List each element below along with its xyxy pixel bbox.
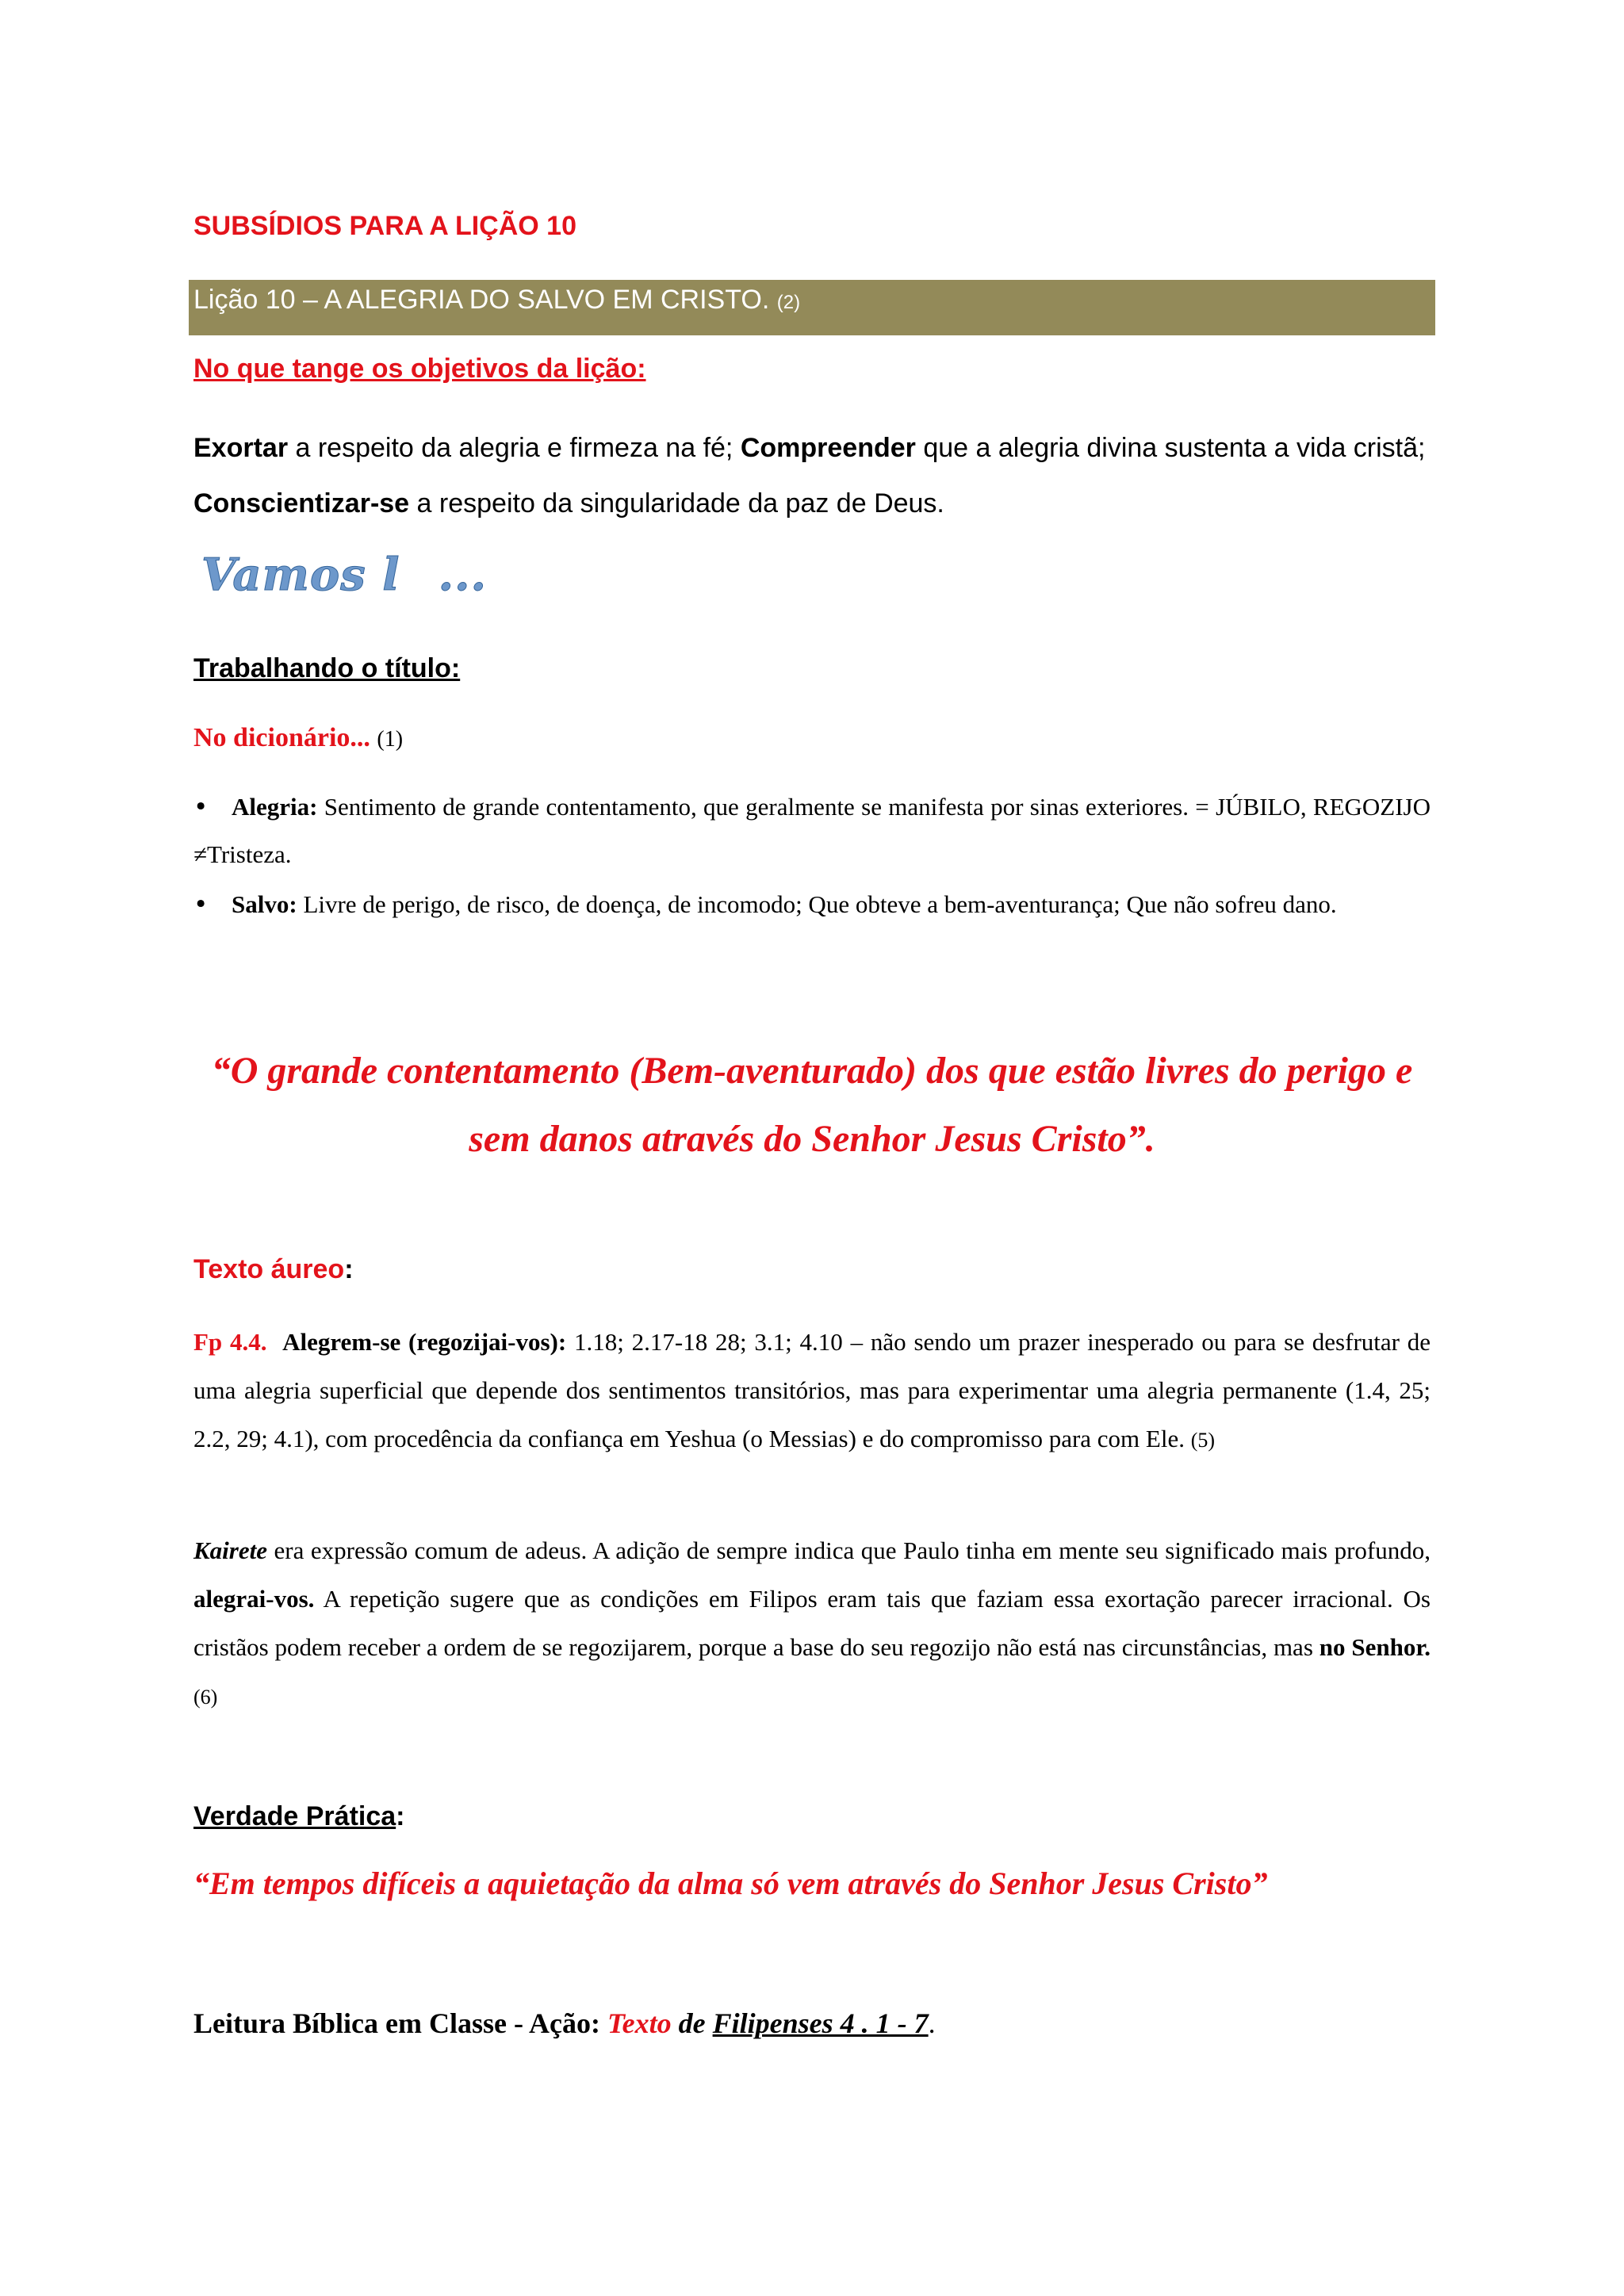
- objective-word-1: Exortar: [193, 433, 289, 463]
- bullet-icon: •: [193, 793, 209, 821]
- objectives-heading: No que tange os objetivos da lição:: [193, 354, 646, 384]
- page-title: SUBSÍDIOS PARA A LIÇÃO 10: [193, 211, 576, 241]
- kairete-note-ref: (6): [193, 1686, 218, 1709]
- kairete-bold-2: no Senhor.: [1319, 1633, 1431, 1661]
- list-item: [193, 881, 1431, 928]
- verse-term: Alegrem-se (regozijai-vos):: [282, 1328, 567, 1356]
- verse-text: 1.18; 2.17-18 28; 3.1; 4.10 – não sendo um prazer inesperado ou para se desfrutar de uma alegria superficial que depende dos sentimentos transitórios, mas para experimentar uma alegria permanente (1.4, 25; 2.2, 29; 4.1), com procedência da confiança em Yeshua (o Messias) e do compromisso para com Ele.: [193, 1328, 1431, 1452]
- objective-text-2: que a alegria divina sustenta a vida cristã;: [915, 433, 1426, 463]
- bible-reading-line: [193, 2007, 936, 2040]
- dictionary-label: No dicionário...: [193, 723, 370, 752]
- kairete-text-2: A repetição sugere que as condições em Filipos eram tais que faziam essa exortação parecer irracional. Os cristãos podem receber a ordem de se regozijarem, porque a base do seu regozijo não está nas circunstâncias, mas: [193, 1585, 1431, 1661]
- golden-text-paragraph: [193, 1318, 1431, 1464]
- objective-text-3: a respeito da singularidade da paz de Deus.: [409, 488, 944, 519]
- golden-text-colon: :: [344, 1254, 354, 1284]
- kairete-text-1: era expressão comum de adeus. A adição de sempre indica que Paulo tinha em mente seu significado mais profundo,: [267, 1536, 1431, 1564]
- kairete-term: Kairete: [193, 1536, 267, 1564]
- objective-word-2: Compreender: [740, 433, 916, 463]
- definition-list: [193, 783, 1431, 931]
- definition-term: Alegria:: [232, 793, 318, 821]
- lesson-title-text: Lição 10 – A ALEGRIA DO SALVO EM CRISTO.: [193, 285, 770, 315]
- lesson-banner-title: [193, 285, 800, 316]
- practical-truth-heading: [193, 1801, 404, 1832]
- golden-text-heading: [193, 1254, 354, 1285]
- bullet-icon: •: [193, 890, 209, 919]
- kairete-bold-1: alegrai-vos.: [193, 1585, 315, 1613]
- definition-text: Livre de perigo, de risco, de doença, de incomodo; Que obteve a bem-aventurança; Que não sofreu dano.: [297, 890, 1337, 918]
- definition-text: Sentimento de grande contentamento, que geralmente se manifesta por sinas exteriores. = JÚBILO, REGOZIJO ≠Tristeza.: [193, 793, 1431, 868]
- kairete-paragraph: [193, 1526, 1431, 1721]
- bible-reading-de: de: [671, 2007, 713, 2039]
- objective-word-3: Conscientizar-se: [193, 488, 410, 519]
- title-section-heading: Trabalhando o título:: [193, 653, 461, 683]
- bible-reading-dot: .: [928, 2007, 936, 2039]
- verse-ref: Fp 4.4.: [193, 1328, 267, 1356]
- vamos-part1: Vamos l: [201, 549, 400, 601]
- practical-truth-label: Verdade Prática: [193, 1801, 396, 1831]
- lesson-title-ref: (2): [776, 292, 801, 313]
- definition-term: Salvo:: [232, 890, 297, 918]
- practical-truth-colon: :: [396, 1801, 405, 1831]
- bible-reading-ref: Filipenses 4 . 1 - 7: [712, 2007, 929, 2039]
- dictionary-ref: (1): [377, 727, 404, 752]
- golden-text-label: Texto áureo: [193, 1254, 345, 1284]
- bible-reading-label: Leitura Bíblica em Classe - Ação:: [193, 2007, 607, 2039]
- verse-note-ref: (5): [1190, 1429, 1216, 1452]
- list-item: [193, 783, 1431, 878]
- vamos-part2: ...: [438, 549, 487, 601]
- objective-text-1: a respeito da alegria e firmeza na fé;: [288, 433, 741, 463]
- title-quote: “O grande contentamento (Bem-aventurado) dos que estão livres do perigo e sem danos através do Senhor Jesus Cristo”.: [211, 1050, 1413, 1160]
- practical-truth-quote: “Em tempos difíceis a aquietação da alma só vem através do Senhor Jesus Cristo”: [193, 1866, 1268, 1901]
- bible-reading-texto: Texto: [607, 2007, 672, 2039]
- objectives-text: [193, 420, 1434, 531]
- dictionary-heading: [193, 723, 403, 753]
- vamos-wordart: [201, 549, 487, 601]
